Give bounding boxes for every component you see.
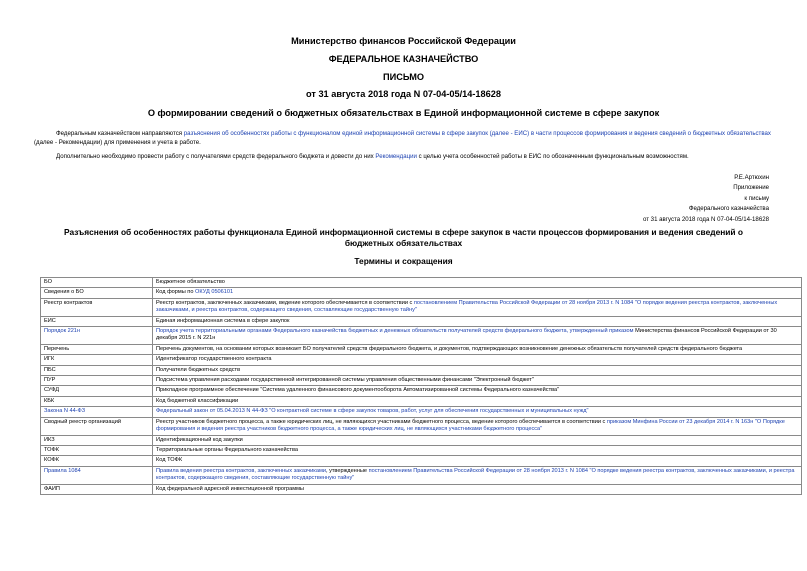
term-cell: ПБС <box>41 365 153 375</box>
term-cell[interactable]: Порядок 221н <box>41 327 153 345</box>
term-cell: ЕИС <box>41 316 153 326</box>
definition-cell <box>153 376 802 386</box>
definition-text: Код федеральной адресной инвестиционной программы <box>156 485 304 492</box>
signer-name: Р.Е.Артюхин <box>734 174 769 181</box>
definition-link[interactable]: Правила ведения реестра контрактов, заключенных заказчиками <box>156 467 326 474</box>
table-row <box>41 445 802 455</box>
doc-subject: О формировании сведений о бюджетных обязательствах в Единой информационной системе в сфере закупок <box>147 108 660 118</box>
additional-paragraph: Дополнительно необходимо провести работу с получателями средств федерального бюджета и довести до них Рекомендации с целью учета особенностей работы в ЕИС по обозначенным функциональным возможностям. <box>56 153 689 160</box>
definition-text: Министерства финансов Российской Федерации от 30 декабря 2015 г. N 221н <box>156 328 777 342</box>
ministry-heading: Министерство финансов Российской Федерации <box>291 36 516 46</box>
table-row <box>41 298 802 316</box>
term-cell[interactable]: Правила 1084 <box>41 466 153 484</box>
table-row <box>41 456 802 466</box>
table-row <box>41 316 802 326</box>
term-cell: Сводный реестр организаций <box>41 417 153 435</box>
term-cell: ИКЗ <box>41 435 153 445</box>
definition-text: Код формы по <box>156 289 196 296</box>
definition-text: Перечень документов, на основании которых возникает БО получателей средств федерального бюджета, и документов, подтверждающих возникновение денежных обязательств получателей средств федерального бюджета <box>156 345 743 352</box>
definition-cell <box>153 445 802 455</box>
table-row <box>41 466 802 484</box>
definition-text: Реестр контрактов, заключенных заказчиками, ведение которого обеспечивается в соответствии с <box>156 299 414 306</box>
table-row <box>41 327 802 345</box>
table-row <box>41 365 802 375</box>
definition-text: Идентификационный код закупки <box>156 436 243 443</box>
definition-text: Получатели бюджетных средств <box>156 366 241 373</box>
table-row <box>41 417 802 435</box>
definition-cell <box>153 316 802 326</box>
term-cell: ФАИП <box>41 484 153 494</box>
definition-text: Код ТОФК <box>156 457 183 464</box>
table-row <box>41 396 802 406</box>
table-row <box>41 278 802 288</box>
definition-cell <box>153 484 802 494</box>
definition-text: Подсистема управления расходами государственной интегрированной системы управления общественными финансами "Электронный бюджет" <box>156 377 534 384</box>
definition-cell <box>153 417 802 435</box>
table-row <box>41 435 802 445</box>
definition-link[interactable]: постановлением Правительства Российской Федерации от 28 ноября 2013 г. N 1084 "О порядке ведения реестра контрактов, заключенных заказчиками, и реестра контрактов, содержащего сведения, составляющие государственную тайну" <box>156 467 795 482</box>
term-cell: БО <box>41 278 153 288</box>
term-cell: СУФД <box>41 386 153 396</box>
definition-cell <box>153 298 802 316</box>
appendix-to-letter: к письму <box>744 194 769 202</box>
definition-link[interactable]: Федеральный закон от 05.04.2013 N 44-ФЗ "О контрактной системе в сфере закупок товаров, работ, услуг для обеспечения государственных и муниципальных нужд" <box>156 408 589 415</box>
definition-link[interactable]: Порядок учета территориальными органами Федерального казначейства бюджетных и денежных обязательств получателей средств федерального бюджета, утвержденный <box>156 328 610 335</box>
definition-text: Единая информационная система в сфере закупок <box>156 317 290 324</box>
agency-heading: ФЕДЕРАЛЬНОЕ КАЗНАЧЕЙСТВО <box>328 54 479 64</box>
definition-cell <box>153 327 802 345</box>
table-row <box>41 288 802 298</box>
term-cell: ИГК <box>41 355 153 365</box>
recommendations-link-2[interactable]: Рекомендации <box>375 153 417 160</box>
term-cell: Сведения о БО <box>41 288 153 298</box>
recommendations-link[interactable]: разъяснения об особенностях работы с функционалом единой информационной системы в сфере закупок (далее - ЕИС) в части процессов формирования и ведения сведений о бюджетных обязательствах <box>183 130 771 137</box>
definition-text: , утвержденные <box>325 467 369 474</box>
appendix-date-number: от 31 августа 2018 года N 07-04-05/14-18628 <box>642 215 769 223</box>
table-row <box>41 376 802 386</box>
definition-cell <box>153 278 802 288</box>
definition-link[interactable]: приказом Минфина России от 23 декабря 2014 г. N 163н "О Порядке формирования и ведения реестра участников бюджетного процесса, а также юридических лиц, не являющихся участниками бюджетного процесса" <box>156 418 785 433</box>
table-row <box>41 407 802 417</box>
definition-cell <box>153 396 802 406</box>
term-cell[interactable]: Закона N 44-ФЗ <box>41 407 153 417</box>
definition-link[interactable]: постановлением Правительства Российской Федерации от 28 ноября 2013 г. N 1084 "О порядке ведения реестра контрактов, заключенных заказчиками, и реестра контрактов, содержащего сведения, составляющие государственную тайну" <box>156 299 778 314</box>
table-row <box>41 386 802 396</box>
definition-cell <box>153 407 802 417</box>
appendix-label: Приложение <box>733 184 769 192</box>
table-row <box>41 355 802 365</box>
definition-cell <box>153 435 802 445</box>
section-subtitle: Термины и сокращения <box>354 256 453 266</box>
definition-cell <box>153 355 802 365</box>
appendix-agency: Федерального казначейства <box>688 205 769 213</box>
table-row <box>41 344 802 354</box>
definition-link[interactable]: приказом <box>609 328 634 335</box>
term-cell: Реестр контрактов <box>41 298 153 316</box>
definition-link[interactable]: ОКУД 0506101 <box>195 289 234 296</box>
definition-cell <box>153 344 802 354</box>
intro-paragraph: Федеральным казначейством направляются разъяснения об особенностях работы с функционалом единой информационной системы в сфере закупок (далее - ЕИС) в части процессов формирования и ведения сведений о бюджетных обязательствах (далее - Рекомендации) для применения и учета в работе. <box>34 130 771 146</box>
table-row <box>41 484 802 494</box>
term-cell: КОФК <box>41 456 153 466</box>
definition-text: Код бюджетной классификации <box>156 397 239 404</box>
definition-cell <box>153 365 802 375</box>
definition-text: Реестр участников бюджетного процесса, а также юридических лиц, не являющихся участниками бюджетного процесса, ведение которого обеспечивается в соответствии с <box>156 418 607 425</box>
term-cell: КБК <box>41 396 153 406</box>
signature-block <box>643 173 769 225</box>
term-cell: ТОФК <box>41 445 153 455</box>
term-cell: Перечень <box>41 344 153 354</box>
section-title: Разъяснения об особенностях работы функционала Единой информационной системы в сфере закупок в части процессов формирования и ведения сведений о бюджетных обязательствах <box>63 227 744 248</box>
definition-text: Территориальные органы Федерального казначейства <box>156 446 298 453</box>
definition-text: Прикладное программное обеспечение "Система удаленного финансового документооборота Автоматизированной системы Федерального казначейства" <box>156 387 560 394</box>
doc-date-number: от 31 августа 2018 года N 07-04-05/14-18628 <box>306 89 501 99</box>
definition-cell <box>153 288 802 298</box>
definition-cell <box>153 386 802 396</box>
definition-text: Бюджетное обязательство <box>156 279 225 285</box>
term-cell: ПУР <box>41 376 153 386</box>
definition-text: Идентификатор государственного контракта <box>156 356 272 363</box>
definition-cell <box>153 456 802 466</box>
terms-table <box>40 277 802 495</box>
definition-cell <box>153 466 802 484</box>
doc-type-heading: ПИСЬМО <box>382 72 425 82</box>
